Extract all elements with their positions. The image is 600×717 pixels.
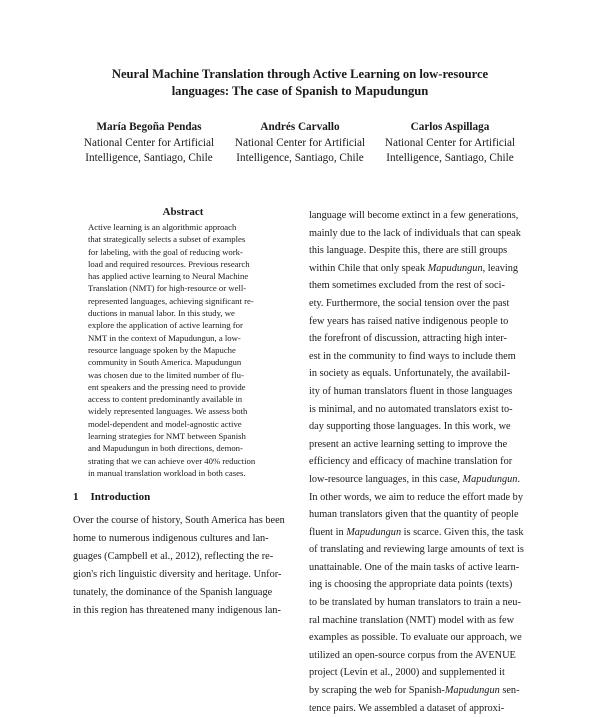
title-line: languages: The case of Spanish to Mapudungun [171, 84, 429, 98]
text-line: Over the course of history, South America has been [73, 515, 285, 526]
abstract-heading: Abstract [162, 206, 204, 218]
text-line: to be translated by human translators to train a neu- [309, 597, 521, 609]
text-line: fluent in Mapudungun is scarce. Given this, the task [309, 526, 524, 538]
text-line: mainly due to the lack of individuals that can speak [309, 227, 521, 239]
text-line: in manual translation workload in both cases. [88, 467, 246, 478]
text-line: examples as possible. To evaluate our approach, we [309, 632, 522, 644]
author-affiliation: Intelligence, Santiago, Chile [85, 152, 213, 164]
text-line: gion's rich linguistic diversity and heritage. Unfor- [73, 568, 282, 580]
text-line: the forefront of discussion, attracting high inter- [309, 333, 507, 345]
text-line: ity of human translators fluent in those languages [309, 385, 513, 397]
text-line: In other words, we aim to reduce the effort made by [309, 491, 523, 503]
text-line: resource language spoken by the Mapuche [88, 344, 236, 355]
text-line: unattainable. One of the main tasks of active learn- [309, 561, 520, 573]
text-line: Active learning is an algorithmic approach [88, 222, 237, 232]
author-block [220, 120, 380, 167]
author-name: Andrés Carvallo [260, 121, 340, 133]
text-line: ral machine translation (NMT) model with as few [309, 614, 515, 626]
abstract-body [88, 221, 280, 479]
text-line: is minimal, and no automated translators exist to- [309, 403, 513, 415]
text-line: in society as equals. Unfortunately, the availabil- [309, 368, 511, 380]
text-line: and Mapudungun in both directions, demon- [88, 443, 243, 454]
author-name: Carlos Aspillaga [410, 121, 490, 133]
text-line: access to content predominantly available in [88, 394, 243, 405]
text-line: by scraping the web for Spanish-Mapudungun sen- [309, 685, 520, 697]
text-line: that strategically selects a subset of examples [88, 234, 246, 245]
text-line: ety. Furthermore, the social tension over the past [309, 297, 510, 309]
text-line: this language. Despite this, there are still groups [309, 245, 508, 257]
text-line: tunately, the dominance of the Spanish language [73, 586, 273, 598]
text-line: community in South America. Mapudungun [88, 357, 242, 368]
text-line: within Chile that only speak Mapudungun, leaving [309, 262, 519, 274]
text-line: utilized an open-source corpus from the AVENUE [309, 649, 516, 661]
text-line: strating that we can achieve over 40% reduction [88, 455, 256, 466]
section-title: Introduction [90, 491, 151, 503]
text-line: est in the community to find ways to include them [309, 350, 516, 362]
right-column-body [309, 207, 531, 717]
author-affiliation: National Center for Artificial [384, 136, 516, 149]
text-line: efficiency and efficacy of machine translation for [309, 456, 513, 468]
title-line: Neural Machine Translation through Active Learning on low-resource [111, 67, 489, 81]
author-affiliation: Intelligence, Santiago, Chile [236, 152, 364, 164]
text-line: ent speakers and the pressing need to provide [88, 381, 246, 392]
text-line: learning strategies for NMT between Spanish [88, 431, 246, 442]
text-line: model-dependent and model-agnostic active [88, 418, 242, 429]
text-line: few years has raised native indigenous people to [309, 315, 509, 327]
text-line: tence pairs. We assembled a dataset of approxi- [309, 702, 505, 714]
text-line: NMT in the context of Mapudungun, a low- [88, 332, 241, 343]
text-line: guages (Campbell et al., 2012), reflecting the re- [73, 550, 274, 562]
text-line: in this region has threatened many indigenous lan- [73, 604, 281, 616]
text-line: ductions in manual labor. In this study, we [88, 308, 235, 319]
author-block [370, 120, 530, 167]
text-line: Translation (NMT) for high-resource or well- [88, 283, 247, 294]
text-line: load and required resources. Previous research [88, 258, 250, 269]
author-affiliation: National Center for Artificial [234, 136, 366, 149]
text-line: them sometimes excluded from the rest of soci- [309, 280, 505, 292]
author-affiliation: National Center for Artificial [83, 136, 215, 149]
text-line: of translating and reviewing large amounts of text is [309, 544, 524, 556]
author-block [69, 120, 229, 167]
text-line: has applied active learning to Neural Machine [88, 271, 249, 282]
paper-title [60, 66, 540, 100]
text-line: ing is choosing the appropriate data points (texts) [309, 579, 513, 591]
text-line: for labeling, with the goal of reducing work- [88, 246, 243, 257]
text-line: low-resource languages, in this case, Mapudungun. [309, 473, 521, 485]
text-line: widely represented languages. We assess both [88, 406, 248, 417]
text-line: language will become extinct in a few generations, [309, 210, 519, 221]
author-name: María Begoña Pendas [96, 121, 202, 133]
text-line: was chosen due to the limited number of flu- [88, 369, 244, 380]
text-line: human translators given that the quantity of people [309, 509, 519, 521]
text-line: home to numerous indigenous cultures and lan- [73, 532, 269, 544]
text-line: represented languages, achieving significant re- [88, 295, 254, 306]
text-line: explore the application of active learning for [88, 320, 243, 331]
text-line: project (Levin et al., 2000) and supplemented it [309, 667, 505, 679]
intro-body [73, 512, 293, 619]
author-affiliation: Intelligence, Santiago, Chile [386, 152, 514, 164]
section-number: 1 [73, 491, 79, 503]
text-line: day supporting those languages. In this work, we [309, 421, 511, 433]
text-line: present an active learning setting to improve the [309, 438, 508, 450]
section-heading [73, 491, 162, 503]
